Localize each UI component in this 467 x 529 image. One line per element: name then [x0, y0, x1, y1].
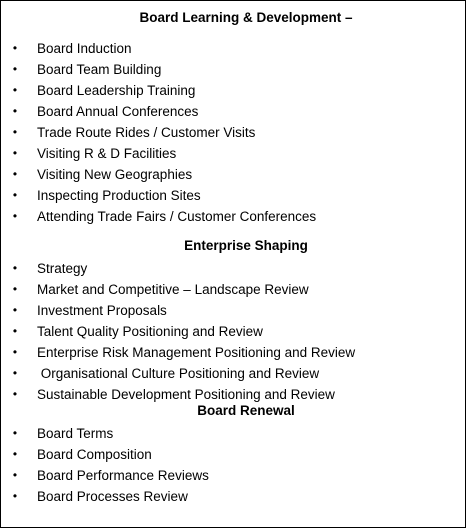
bullet-icon: •: [12, 387, 18, 401]
list-item: [1, 143, 465, 164]
board-renewal-list: [1, 423, 465, 507]
list-item: [1, 164, 465, 185]
section-title-enterprise-shaping: Enterprise Shaping: [184, 238, 308, 253]
list-item-text: Trade Route Rides / Customer Visits: [37, 125, 256, 140]
list-item: [1, 258, 465, 279]
enterprise-shaping-list: [1, 258, 465, 405]
list-item: [1, 185, 465, 206]
list-item-text: Visiting R & D Facilities: [37, 146, 177, 161]
bullet-icon: •: [12, 41, 18, 55]
list-item-text: Board Team Building: [37, 62, 162, 77]
bullet-icon: •: [12, 282, 18, 296]
bullet-icon: •: [12, 366, 18, 380]
list-item: [1, 423, 465, 444]
list-item: [1, 122, 465, 143]
bullet-icon: •: [12, 468, 18, 482]
bullet-icon: •: [12, 261, 18, 275]
bullet-icon: •: [12, 426, 18, 440]
list-item-text: Inspecting Production Sites: [37, 188, 201, 203]
list-item: [1, 206, 465, 227]
list-item-text: Organisational Culture Positioning and Review: [37, 366, 320, 381]
list-item-text: Board Leadership Training: [37, 83, 196, 98]
list-item-text: Board Processes Review: [37, 489, 188, 504]
bullet-icon: •: [12, 62, 18, 76]
bullet-icon: •: [12, 146, 18, 160]
list-item-text: Visiting New Geographies: [37, 167, 193, 182]
list-item-text: Enterprise Risk Management Positioning and Review: [37, 345, 356, 360]
bullet-icon: •: [12, 303, 18, 317]
list-item: [1, 59, 465, 80]
bullet-icon: •: [12, 188, 18, 202]
list-item-text: Attending Trade Fairs / Customer Conferences: [37, 209, 317, 224]
bullet-icon: •: [12, 489, 18, 503]
board-learning-list: [1, 38, 465, 227]
list-item-text: Strategy: [37, 261, 88, 276]
section-title-board-learning: Board Learning & Development –: [139, 10, 353, 25]
list-item-text: Board Performance Reviews: [37, 468, 209, 483]
bullet-icon: •: [12, 324, 18, 338]
list-item-text: Talent Quality Positioning and Review: [37, 324, 263, 339]
bullet-icon: •: [12, 167, 18, 181]
list-item: [1, 363, 465, 384]
list-item: [1, 384, 465, 405]
list-item-text: Board Terms: [37, 426, 114, 441]
bullet-icon: •: [12, 104, 18, 118]
list-item-text: Board Annual Conferences: [37, 104, 199, 119]
list-item: [1, 279, 465, 300]
section-title-board-renewal: Board Renewal: [197, 403, 295, 418]
list-item: [1, 38, 465, 59]
list-item: [1, 465, 465, 486]
bullet-icon: •: [12, 447, 18, 461]
bullet-icon: •: [12, 125, 18, 139]
bullet-icon: •: [12, 345, 18, 359]
bullet-icon: •: [12, 209, 18, 223]
list-item: [1, 321, 465, 342]
bullet-icon: •: [12, 83, 18, 97]
list-item-text: Sustainable Development Positioning and Review: [37, 387, 335, 402]
list-item-text: Investment Proposals: [37, 303, 167, 318]
list-item: [1, 80, 465, 101]
list-item: [1, 486, 465, 507]
list-item: [1, 342, 465, 363]
list-item: [1, 300, 465, 321]
list-item: [1, 444, 465, 465]
list-item-text: Board Induction: [37, 41, 132, 56]
list-item-text: Board Composition: [37, 447, 152, 462]
list-item-text: Market and Competitive – Landscape Review: [37, 282, 309, 297]
list-item: [1, 101, 465, 122]
